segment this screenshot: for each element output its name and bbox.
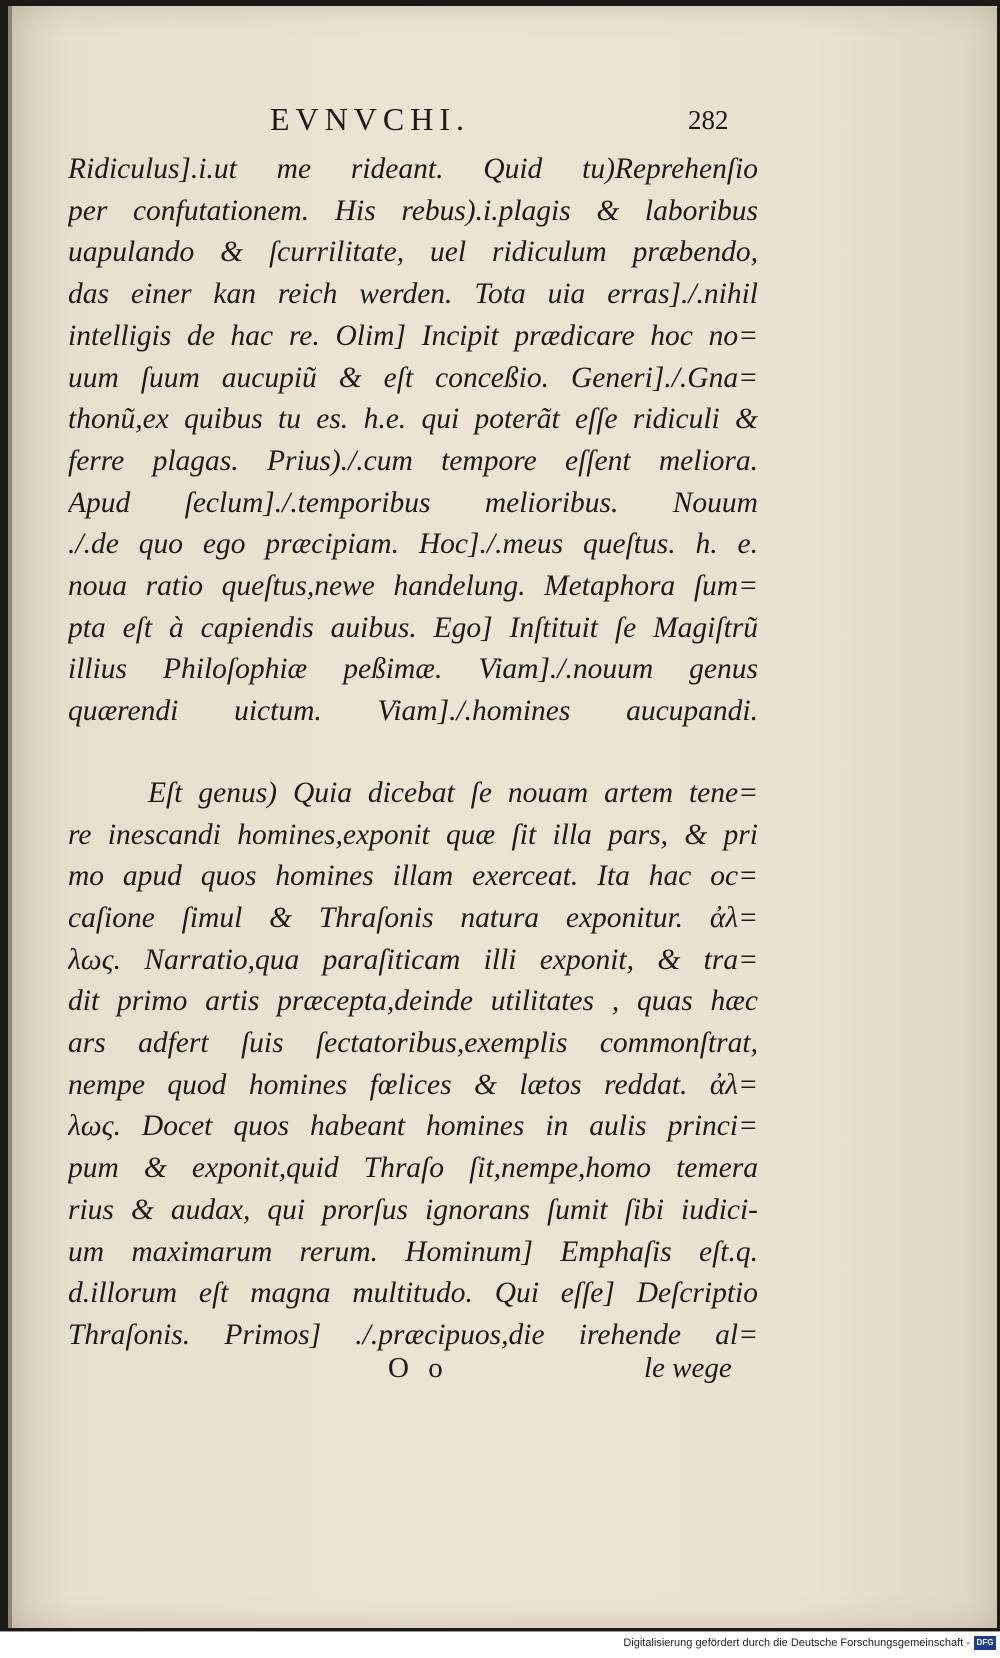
text-line: pum & exponit,quid Thraſo ſit,nempe,homo temera [68, 1152, 758, 1185]
page-number: 282 [688, 105, 729, 135]
text-line: ferre plagas. Prius)./.cum tempore eſſent meliora. [68, 444, 758, 477]
running-head: EVNVCHI. [270, 101, 470, 137]
text-line: Thraſonis. Primos] ./.præcipuos,die irehende al= [68, 1318, 758, 1351]
text-line: pta eſt à capiendis auibus. Ego] Inſtituit ſe Magiſtrũ [68, 611, 758, 644]
paragraph-1 [68, 149, 758, 733]
book-page [8, 6, 997, 1628]
text-line: λως. Docet quos habeant homines in aulis princi= [68, 1110, 758, 1143]
text-line: intelligis de hac re. Olim] Incipit prædicare hoc no= [68, 319, 758, 352]
dfg-logo: DFG [974, 1636, 996, 1650]
credit-text: Digitalisierung gefördert durch die Deutsche Forschungsgemeinschaft - [623, 1637, 970, 1649]
text-line: Eſt genus) Quia dicebat ſe nouam artem tene= [148, 776, 758, 809]
text-line: dit primo artis præcepta,deinde utilitates , quas hæc [68, 985, 758, 1018]
text-line: Ridiculus].i.ut me rideant. Quid tu)Reprehenſio [68, 153, 758, 185]
text-line: nempe quod homines fœlices & lætos reddat. ἀλ= [68, 1068, 758, 1101]
text-line: ./.de quo ego præcipiam. Hoc]./.meus queſtus. h. e. [68, 528, 758, 561]
text-line: rius & audax, qui prorſus ignorans ſumit ſibi iudici- [68, 1193, 758, 1226]
page-header [12, 101, 997, 141]
text-line: Apud ſeclum]./.temporibus melioribus. Nouum [68, 486, 758, 519]
paragraph-2 [68, 773, 758, 1357]
signature-mark: O o [388, 1352, 449, 1384]
text-line: re inescandi homines,exponit quæ ſit illa pars, & pri [68, 818, 758, 851]
text-line: λως. Narratio,qua paraſiticam illi exponit, & tra= [68, 943, 758, 976]
text-line: quærendi uictum. Viam]./.homines aucupandi. [68, 695, 758, 728]
text-line: um maximarum rerum. Hominum] Emphaſis eſt.q. [68, 1235, 758, 1268]
text-line: caſione ſimul & Thraſonis natura exponitur. ἀλ= [68, 901, 758, 934]
paragraph-gap [68, 733, 758, 773]
catchword: le wege [644, 1352, 732, 1384]
text-line: thonũ,ex quibus tu es. h.e. qui poterãt eſſe ridiculi & [68, 403, 758, 436]
text-line: noua ratio queſtus,newe handelung. Metaphora ſum= [68, 570, 758, 603]
page-footer [12, 1352, 997, 1392]
text-line: illius Philoſophiæ peßimæ. Viam]./.nouum genus [68, 653, 758, 686]
main-text [68, 149, 758, 1357]
text-line: ars adfert ſuis ſectatoribus,exemplis commonſtrat, [68, 1027, 758, 1060]
text-line: d.illorum eſt magna multitudo. Qui eſſe] Deſcriptio [68, 1277, 758, 1310]
text-line: uapulando & ſcurrilitate, uel ridiculum præbendo, [68, 236, 758, 269]
text-line: mo apud quos homines illam exerceat. Ita hac oc= [68, 860, 758, 893]
digitization-credit-bar [0, 1631, 1000, 1658]
text-line: per confutationem. His rebus).i.plagis & laboribus [68, 194, 758, 227]
text-line: das einer kan reich werden. Tota uia erras]./.nihil [68, 278, 758, 311]
text-line: uum ſuum aucupiũ & eſt conceßio. Generi]./.Gna= [68, 361, 758, 394]
